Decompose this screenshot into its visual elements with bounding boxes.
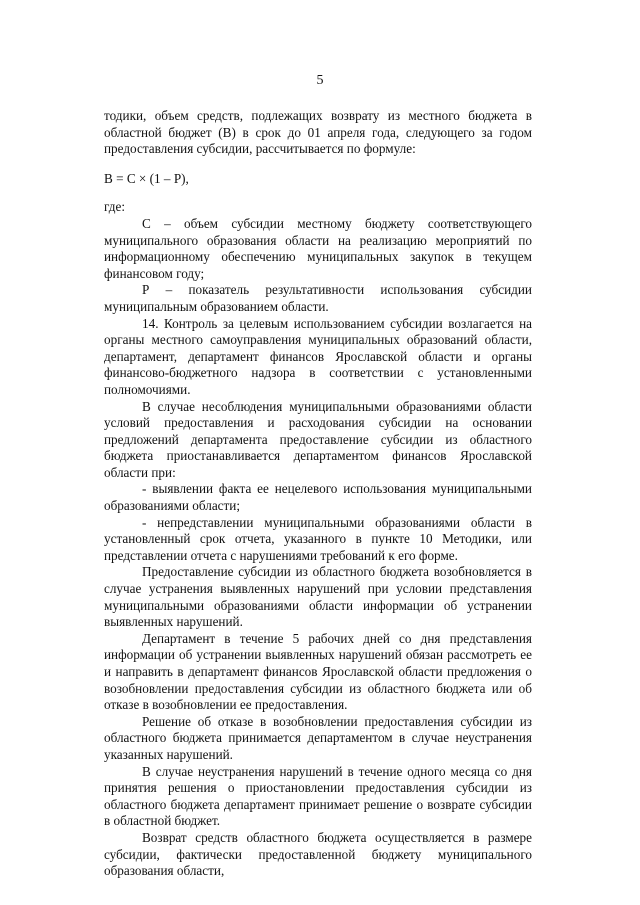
document-body xyxy=(104,108,532,880)
paragraph-resumption: Предоставление субсидии из областного бюджета возобновляется в случае устранения выявленных нарушений при условии представления муниципальными образованиями области информации об устранении выявленных нарушений. xyxy=(104,564,532,630)
paragraph-continuation: тодики, объем средств, подлежащих возврату из местного бюджета в областной бюджет (В) в срок до 01 апреля года, следующего за годом предоставления субсидии, рассчитывается по формуле: xyxy=(104,108,532,157)
paragraph-suspension: В случае несоблюдения муниципальными образованиями области условий предоставления и расходования субсидии на основании предложений департамента предоставление субсидии из областного бюджета приостанавливается департаментом финансов Ярославской области при: xyxy=(104,398,532,480)
page-number: 5 xyxy=(316,73,324,88)
list-item-misuse: - выявлении факта ее нецелевого использования муниципальными образованиями области; xyxy=(104,481,532,514)
list-item-no-report: - непредставлении муниципальными образованиями области в установленный срок отчета, указанного в пункте 10 Методики, или представлении отчета с нарушениями требований к его форме. xyxy=(104,514,532,563)
paragraph-refund: Возврат средств областного бюджета осуществляется в размере субсидии, фактически предоставленной бюджету муниципального образования области, xyxy=(104,829,532,879)
paragraph-return-decision: В случае неустранения нарушений в течение одного месяца со дня принятия решения о приостановлении предоставления субсидии из областного бюджета департамент принимает решение о возврате субсидии в областной бюджет. xyxy=(104,763,532,829)
paragraph-department-review: Департамент в течение 5 рабочих дней со дня представления информации об устранении выявленных нарушений обязан рассмотреть ее и направить в департамент финансов Ярославской области предложения о возобновлении предоставления субсидии из областного бюджета или об отказе в возобновлении ее предоставления. xyxy=(104,630,532,713)
paragraph-item-14: 14. Контроль за целевым использованием субсидии возлагается на органы местного самоуправления муниципальных образований области, департамент, департамент финансов Ярославской области и органы финансово-бюджетного надзора в соответствии с установленными полномочиями. xyxy=(104,315,532,397)
formula: В = С × (1 – Р), xyxy=(104,170,189,186)
paragraph-where: где: xyxy=(104,199,125,215)
paragraph-refusal: Решение об отказе в возобновлении предоставления субсидии из областного бюджета принимается департаментом в случае неустранения указанных нарушений. xyxy=(104,713,532,762)
paragraph-definition-p: Р – показатель результативности использования субсидии муниципальным образованием области. xyxy=(104,282,532,314)
paragraph-definition-c: С – объем субсидии местному бюджету соответствующего муниципального образования области на реализацию мероприятий по информационному обеспечению муниципальных закупок в текущем финансовом году; xyxy=(104,215,532,281)
